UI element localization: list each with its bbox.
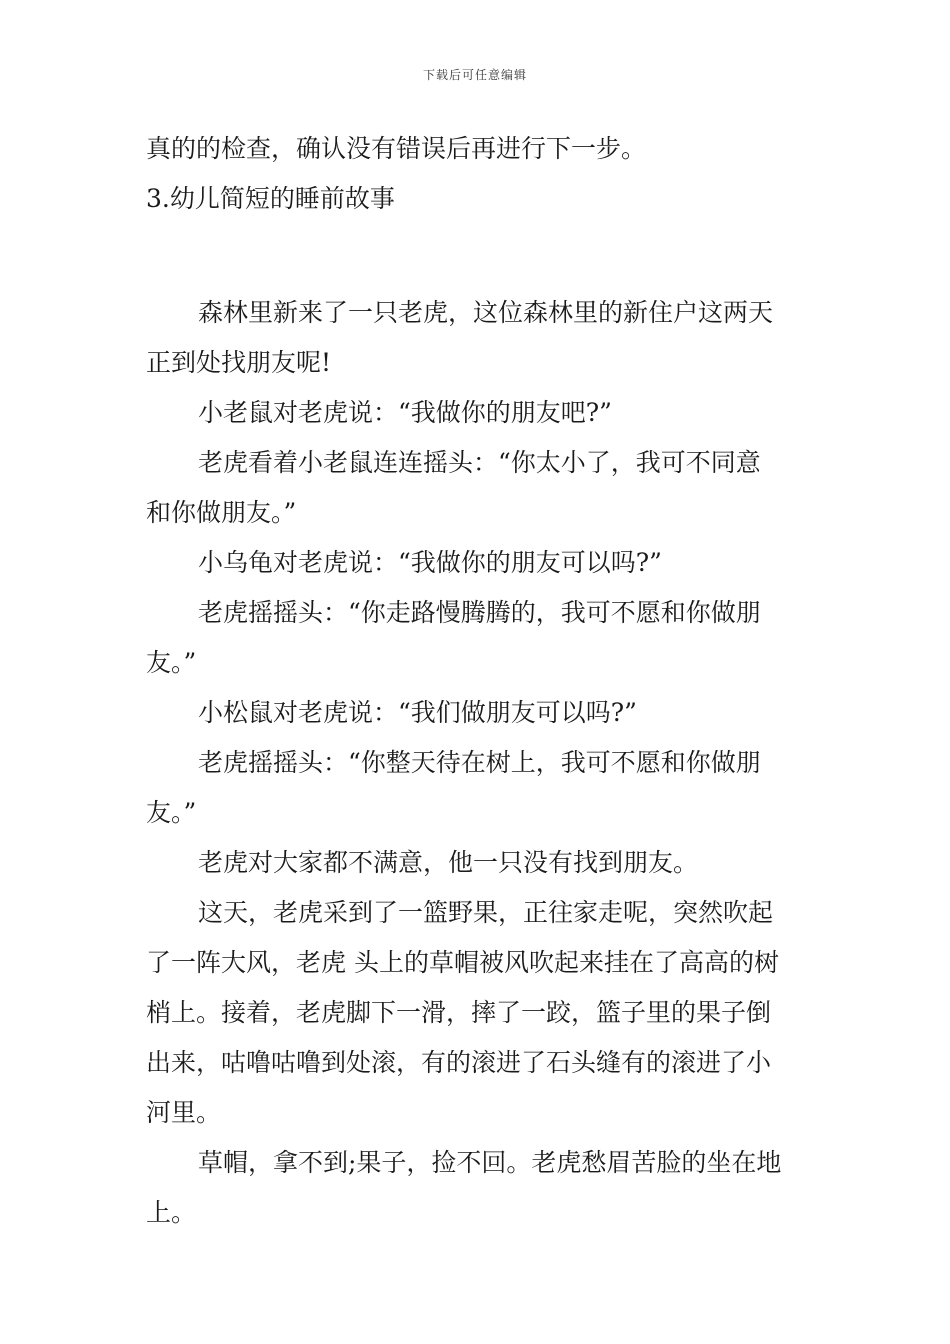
paragraph-line: 上。 [146,1198,197,1227]
paragraph-line: 老虎摇摇头：“你走路慢腾腾的，我可不愿和你做朋 [198,598,761,627]
paragraph-line: 梢上。接着，老虎脚下一滑，摔了一跤，篮子里的果子倒 [146,998,772,1027]
paragraph-line: 老虎摇摇头：“你整天待在树上，我可不愿和你做朋 [198,748,761,777]
paragraph-line: 河里。 [146,1098,222,1127]
paragraph-line: 友。” [146,648,197,677]
text-line: 真的的检查，确认没有错误后再进行下一步。 [146,134,647,163]
document-body [146,124,810,1238]
paragraph-line: 和你做朋友。” [146,498,297,527]
paragraph-line: 森林里新来了一只老虎，这位森林里的新住户这两天 [198,298,774,327]
paragraph-line: 出来，咕噜咕噜到处滚，有的滚进了石头缝有的滚进了小 [146,1048,772,1077]
paragraph-line: 老虎对大家都不满意，他一只没有找到朋友。 [198,848,699,877]
paragraph-line: 友。” [146,798,197,827]
paragraph-line: 小松鼠对老虎说：“我们做朋友可以吗?” [198,698,637,727]
paragraph-line: 老虎看着小老鼠连连摇头：“你太小了，我可不同意 [198,448,761,477]
paragraph-line: 这天，老虎采到了一篮野果，正往家走呢，突然吹起 [198,898,774,927]
paragraph-line: 正到处找朋友呢! [146,348,332,377]
paragraph-line: 了一阵大风，老虎 头上的草帽被风吹起来挂在了高高的树 [146,948,779,977]
spacer [146,224,810,288]
page-header-note: 下载后可任意编辑 [422,68,527,82]
paragraph-line: 草帽，拿不到;果子，捡不回。老虎愁眉苦脸的坐在地 [198,1148,782,1177]
section-heading: 3.幼儿简短的睡前故事 [146,184,395,213]
paragraph-line: 小乌龟对老虎说：“我做你的朋友可以吗?” [198,548,662,577]
paragraph-line: 小老鼠对老虎说：“我做你的朋友吧?” [198,398,612,427]
